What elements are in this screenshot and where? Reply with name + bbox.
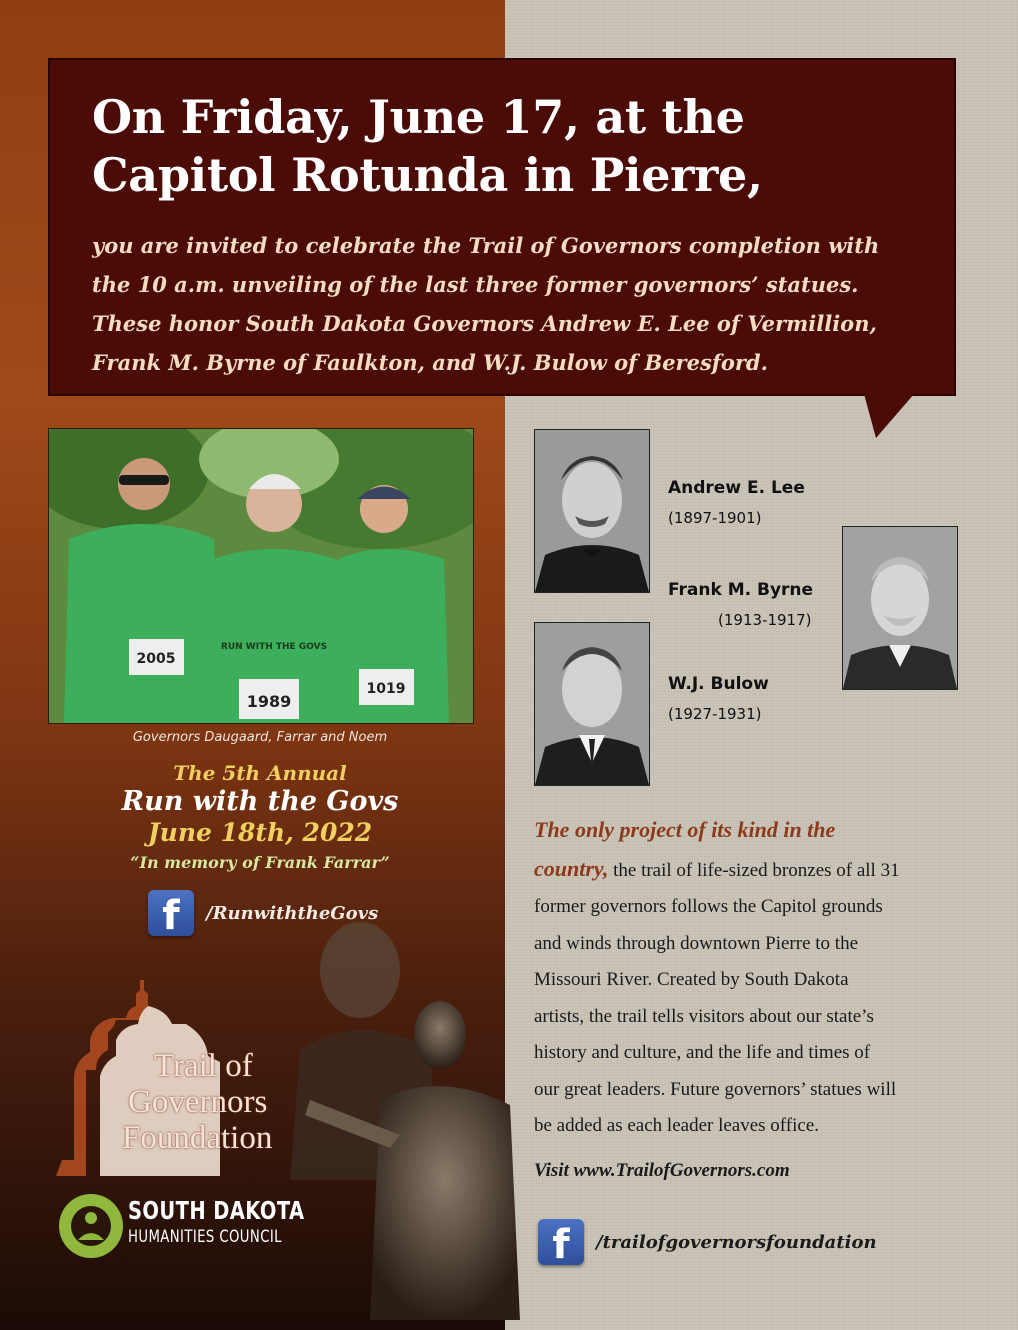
trail-logo-line: Trail of: [154, 1048, 253, 1084]
governor-years: (1897-1901): [668, 509, 762, 527]
project-line: artists, the trail tells visitors about our state’s: [534, 1005, 874, 1027]
invite-line: you are invited to celebrate the Trail of Governors completion with: [92, 233, 880, 258]
governor-name: W.J. Bulow: [668, 674, 769, 694]
run-title: Run with the Govs: [121, 786, 399, 817]
run-memory: “In memory of Frank Farrar”: [130, 853, 390, 872]
run-date: June 18th, 2022: [147, 818, 373, 847]
project-line: the trail of life-sized bronzes of all 31: [613, 859, 900, 881]
bib-number: 1019: [366, 681, 406, 697]
portrait-andrew-lee-image: [535, 430, 649, 592]
humanities-council-wordmark: [128, 1197, 354, 1249]
trail-logo-line: Foundation: [122, 1120, 273, 1156]
project-line: former governors follows the Capitol grounds: [534, 896, 883, 917]
shirt-text: RUN WITH THE GOVS: [220, 642, 328, 652]
invitation-banner: [48, 58, 956, 396]
portrait-wj-bulow-image: [535, 623, 649, 785]
invite-line: the 10 a.m. unveiling of the last three former governors’ statues.: [92, 272, 859, 297]
project-lead: The only project of its kind in the: [534, 817, 836, 842]
project-description: [534, 812, 974, 1145]
run-annual: The 5th Annual: [173, 761, 347, 785]
project-line: our great leaders. Future governors’ statues will: [534, 1078, 897, 1100]
facebook-icon: f: [538, 1219, 584, 1265]
foundation-facebook-link[interactable]: [538, 1219, 877, 1265]
portrait-andrew-lee: [534, 429, 650, 593]
project-line: history and culture, and the life and times of: [534, 1042, 871, 1063]
bib-number: 1989: [246, 692, 292, 711]
headline-line-2: Capitol Rotunda in Pierre,: [92, 148, 763, 202]
portrait-frank-byrne: [842, 526, 958, 690]
invite-line: These honor South Dakota Governors Andrew E. Lee of Vermillion,: [92, 311, 877, 336]
run-photo-illustration: [49, 429, 473, 723]
bib-number: 2005: [136, 651, 176, 667]
governor-name: Frank M. Byrne: [668, 580, 814, 600]
project-line: Missouri River. Created by South Dakota: [534, 969, 849, 990]
portrait-wj-bulow: [534, 622, 650, 786]
governor-years: (1927-1931): [668, 705, 762, 723]
governor-years: (1913-1917): [718, 611, 812, 629]
run-photo: [48, 428, 474, 724]
project-line: and winds through downtown Pierre to the: [534, 932, 859, 954]
banner-tail: [864, 394, 914, 438]
photo-caption: Governors Daugaard, Farrar and Noem: [132, 730, 388, 745]
portrait-frank-byrne-image: [843, 527, 957, 689]
sdhc-line: SOUTH DAKOTA: [128, 1196, 305, 1225]
website-link[interactable]: Visit www.TrailofGovernors.com: [534, 1160, 790, 1181]
project-lead: country,: [534, 855, 609, 881]
invite-line: Frank M. Byrne of Faulkton, and W.J. Bulow of Beresford.: [92, 350, 768, 375]
trail-of-governors-wordmark: [122, 1048, 272, 1156]
project-line: be added as each leader leaves office.: [534, 1115, 820, 1136]
bronze-statues-image: [290, 920, 530, 1320]
sdhc-line: HUMANITIES COUNCIL: [128, 1227, 282, 1247]
headline: [92, 88, 914, 204]
headline-line-1: On Friday, June 17, at the: [92, 90, 745, 144]
governor-name: Andrew E. Lee: [668, 478, 805, 498]
facebook-icon: f: [148, 890, 194, 936]
run-facebook-handle: /RunwiththeGovs: [206, 902, 379, 924]
invitation-text: [92, 226, 914, 382]
run-event: [40, 760, 480, 878]
trail-logo-line: Governors: [128, 1084, 268, 1120]
foundation-facebook-handle: /trailofgovernorsfoundation: [596, 1231, 877, 1253]
